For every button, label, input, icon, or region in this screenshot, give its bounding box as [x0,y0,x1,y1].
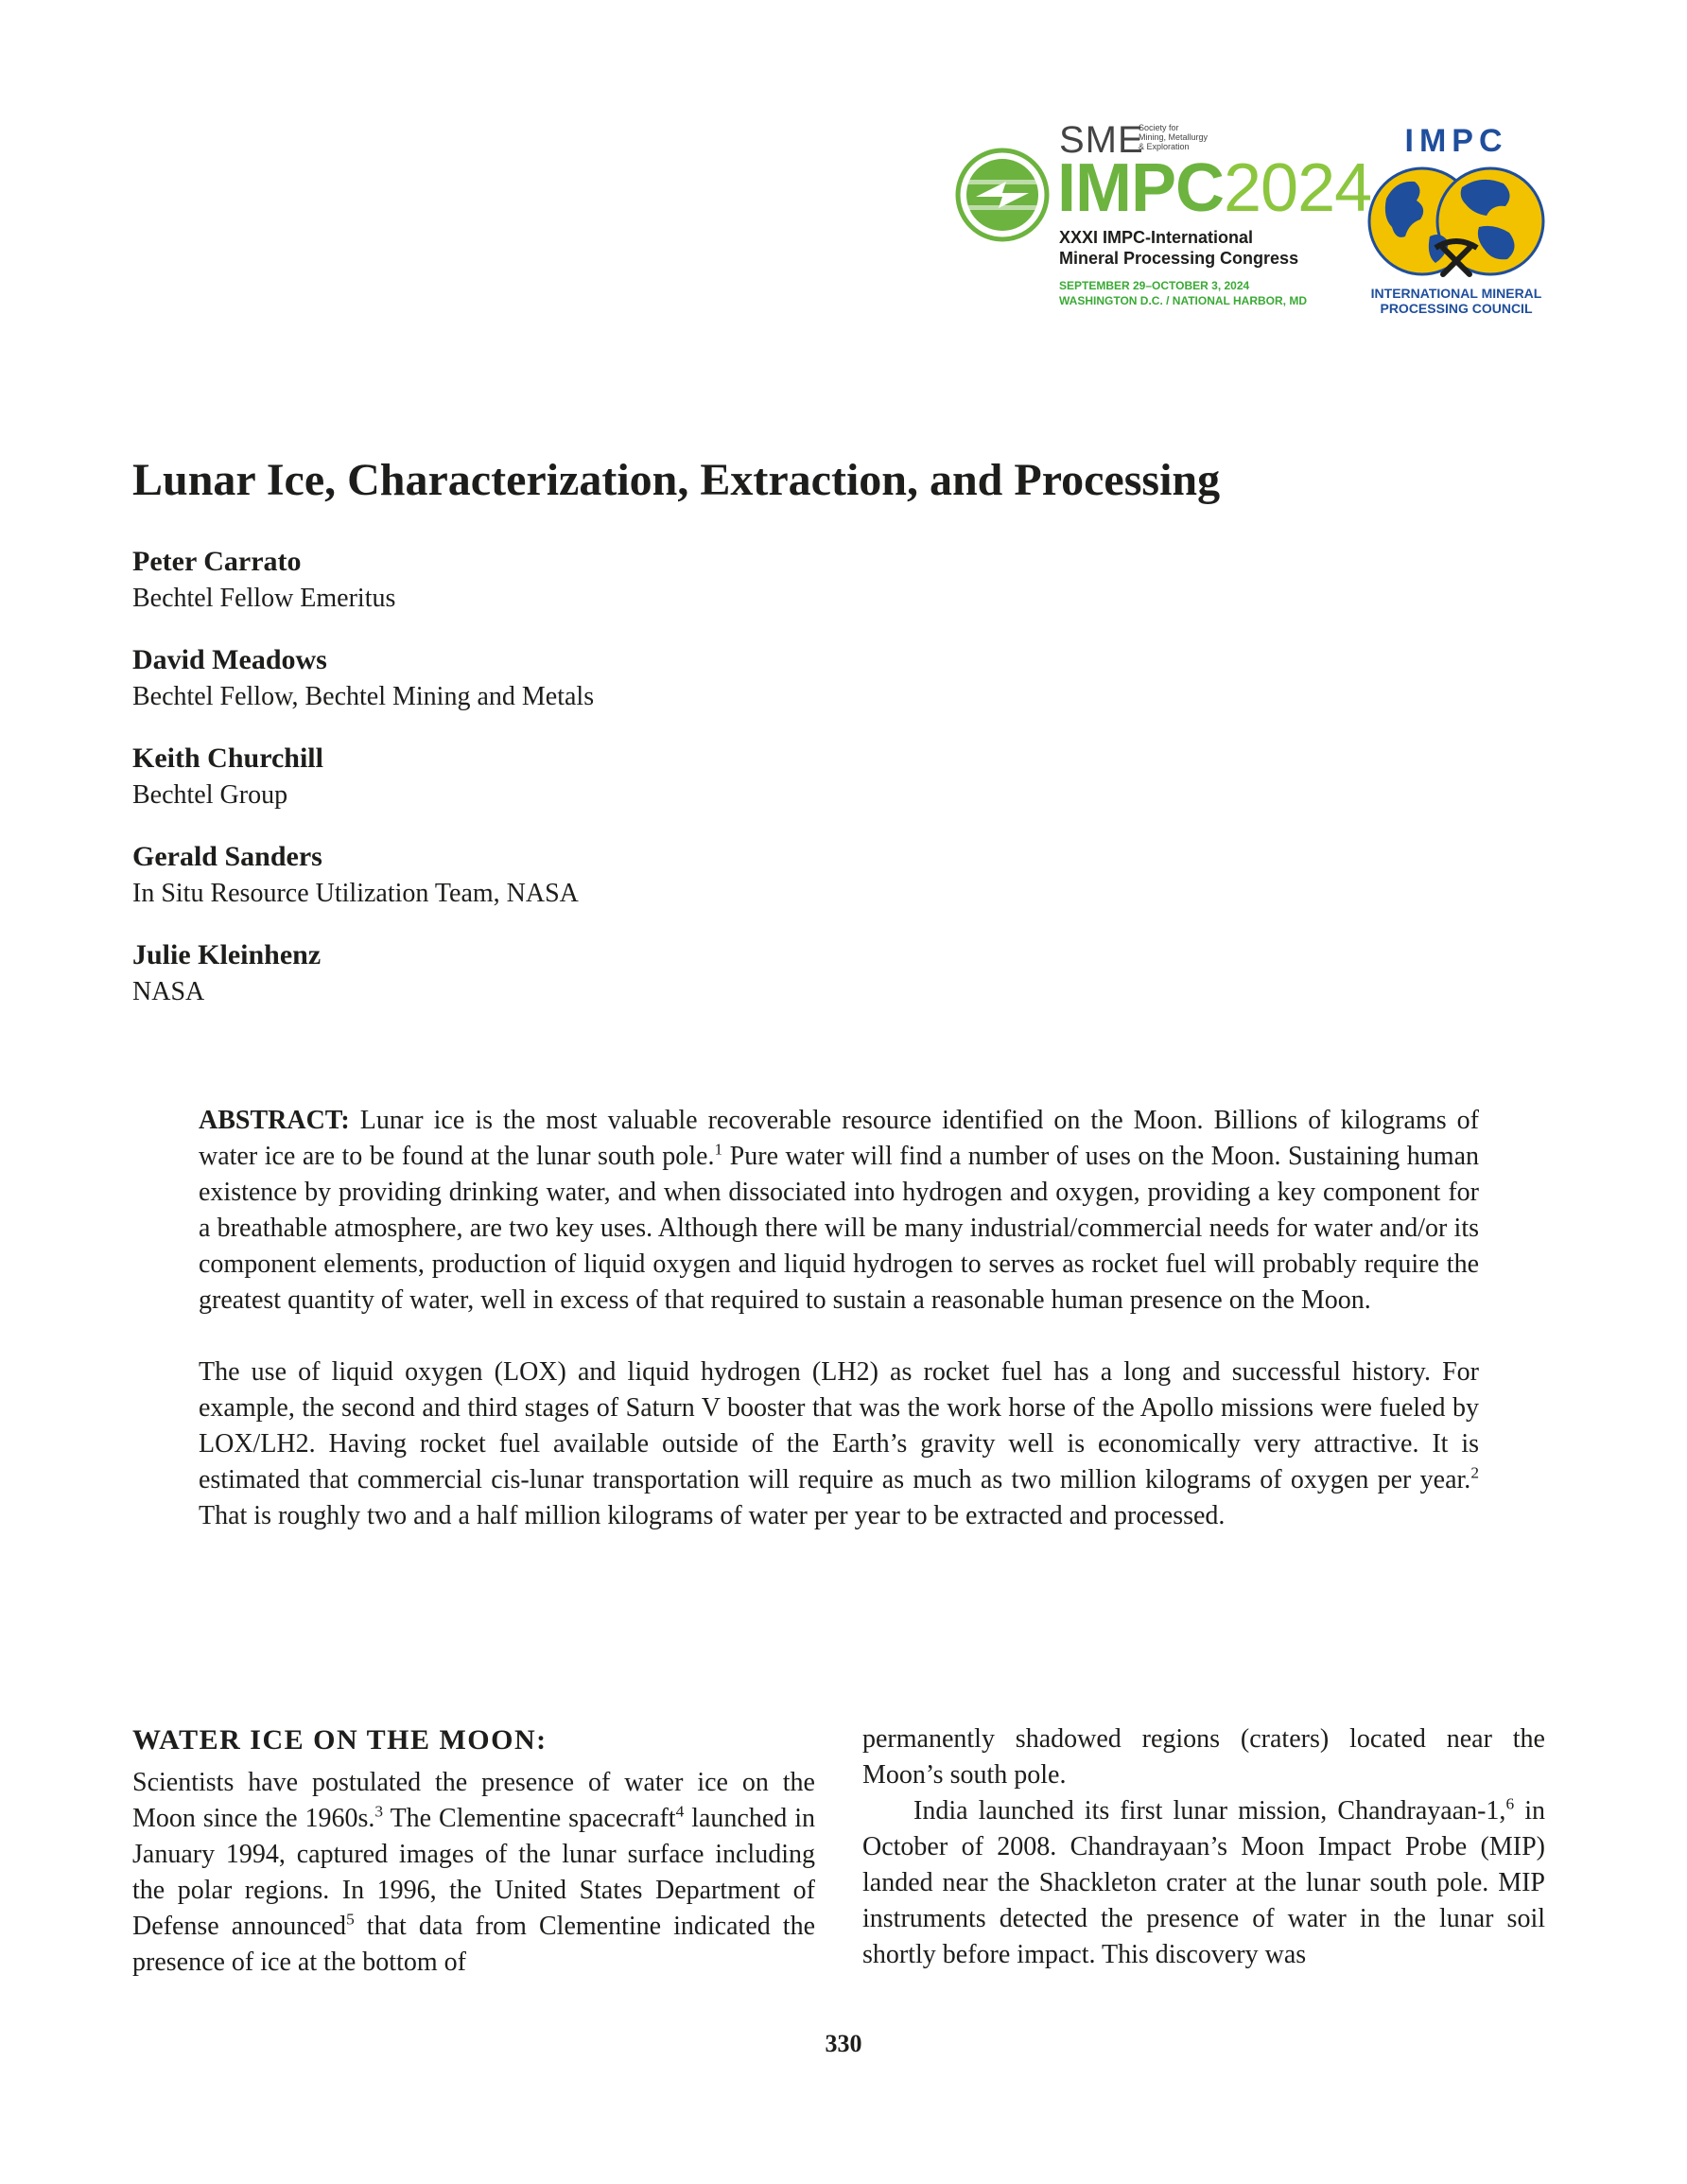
impc-emblem-icon [955,148,1050,242]
sme-wordmark: SME [1059,119,1144,161]
author-affiliation: Bechtel Fellow, Bechtel Mining and Metals [132,682,595,711]
page-number: 330 [825,2030,862,2057]
body-text: India launched its first lunar mission, Chandrayaan-1, [913,1796,1506,1826]
body-paragraph [132,1765,815,1981]
abstract-text: That is roughly two and a half million kilograms of water per year to be extracted and processed. [199,1501,1226,1530]
author-name: Gerald Sanders [132,841,322,872]
author-affiliation: Bechtel Fellow Emeritus [132,584,396,613]
author-entry [132,936,983,1035]
abstract-label: ABSTRACT: [199,1106,350,1135]
section-heading: WATER ICE ON THE MOON: [132,1724,548,1756]
body-column-right [862,1721,1545,1973]
body-text: that data from Clementine indicated the presence of ice at the bottom of [132,1912,815,1977]
abstract-text: Lunar ice is the most valuable recoverable resource identified on the Moon. Billions of kilograms of water ice are to be found at the lunar south pole. [199,1106,1479,1171]
congress-dates-location: SEPTEMBER 29–OCTOBER 3, 2024 WASHINGTON D.C. / NATIONAL HARBOR, MD [1059,279,1307,307]
body-text: The Clementine spacecraft [383,1804,676,1833]
author-name: Julie Kleinhenz [132,939,322,970]
body-text: Scientists have postulated the presence of water ice on the Moon since the 1960s. [132,1768,815,1833]
author-entry [132,838,983,936]
footnote-ref: 4 [675,1802,685,1821]
author-affiliation: Bechtel Group [132,780,288,810]
author-list [132,543,983,1035]
footnote-ref: 3 [374,1802,384,1821]
body-column-left [132,1721,815,1981]
abstract-text: The use of liquid oxygen (LOX) and liquid hydrogen (LH2) as rocket fuel has a long and successful history. For example, the second and third stages of Saturn V booster that was the work horse of the Apollo missions were fueled by LOX/LH2. Having rocket fuel available outside of the Earth’s gravity well is economically very attractive. It is estimated that commercial cis-lunar transportation will require as much as two million kilograms of oxygen per year. [199,1357,1479,1494]
council-name: INTERNATIONAL MINERAL PROCESSING COUNCIL [1370,286,1542,316]
impc-year: 2024 [1224,150,1372,226]
congress-name: XXXI IMPC-International Mineral Processing Congress [1059,228,1299,268]
abstract-paragraph [199,1354,1479,1534]
impc-2024-wordmark [1057,150,1372,226]
impc-2024-logo [955,119,1372,327]
abstract-paragraph [199,1103,1479,1319]
footnote-ref: 6 [1505,1794,1515,1813]
council-acronym: IMPC [1404,123,1508,159]
impc-word: IMPC [1057,150,1224,226]
author-name: Peter Carrato [132,546,302,577]
footnote-ref: 1 [714,1140,723,1159]
author-name: David Meadows [132,644,327,675]
author-entry [132,543,983,641]
author-name: Keith Churchill [132,743,323,774]
abstract-text: Pure water will find a number of uses on the Moon. Sustaining human existence by providing drinking water, and when dissociated into hydrogen and oxygen, providing a key component for a breathable atmosphere, are two key uses. Although there will be many industrial/commercial needs for water and/or its component elements, production of liquid oxygen and liquid hydrogen to serves as rocket fuel will probably require the greatest quantity of water, well in excess of that required to sustain a reasonable human presence on the Moon. [199,1142,1480,1315]
author-affiliation: In Situ Resource Utilization Team, NASA [132,879,579,908]
author-affiliation: NASA [132,977,205,1006]
sme-tagline: Society for Mining, Metallurgy & Exploration [1139,123,1209,151]
body-text: launched in January 1994, captured images of the lunar surface including the polar regions. In 1996, the United States Department of Defense announced [132,1804,816,1941]
body-paragraph: permanently shadowed regions (craters) located near the Moon’s south pole. [862,1724,1545,1790]
author-entry [132,740,983,838]
footnote-ref: 2 [1470,1463,1479,1482]
author-entry [132,641,983,740]
impc-council-logo [1362,123,1551,331]
body-paragraph [862,1793,1545,1973]
body-text: in October of 2008. Chandrayaan’s Moon Impact Probe (MIP) landed near the Shackleton crater at the lunar south pole. MIP instruments detected the presence of water in the lunar soil shortly before impact. This discovery was [862,1796,1546,1969]
abstract [199,1103,1479,1570]
paper-title: Lunar Ice, Characterization, Extraction, and Processing [132,455,1221,505]
globe-pickaxe-icon [1367,161,1545,284]
footnote-ref: 5 [346,1910,355,1929]
